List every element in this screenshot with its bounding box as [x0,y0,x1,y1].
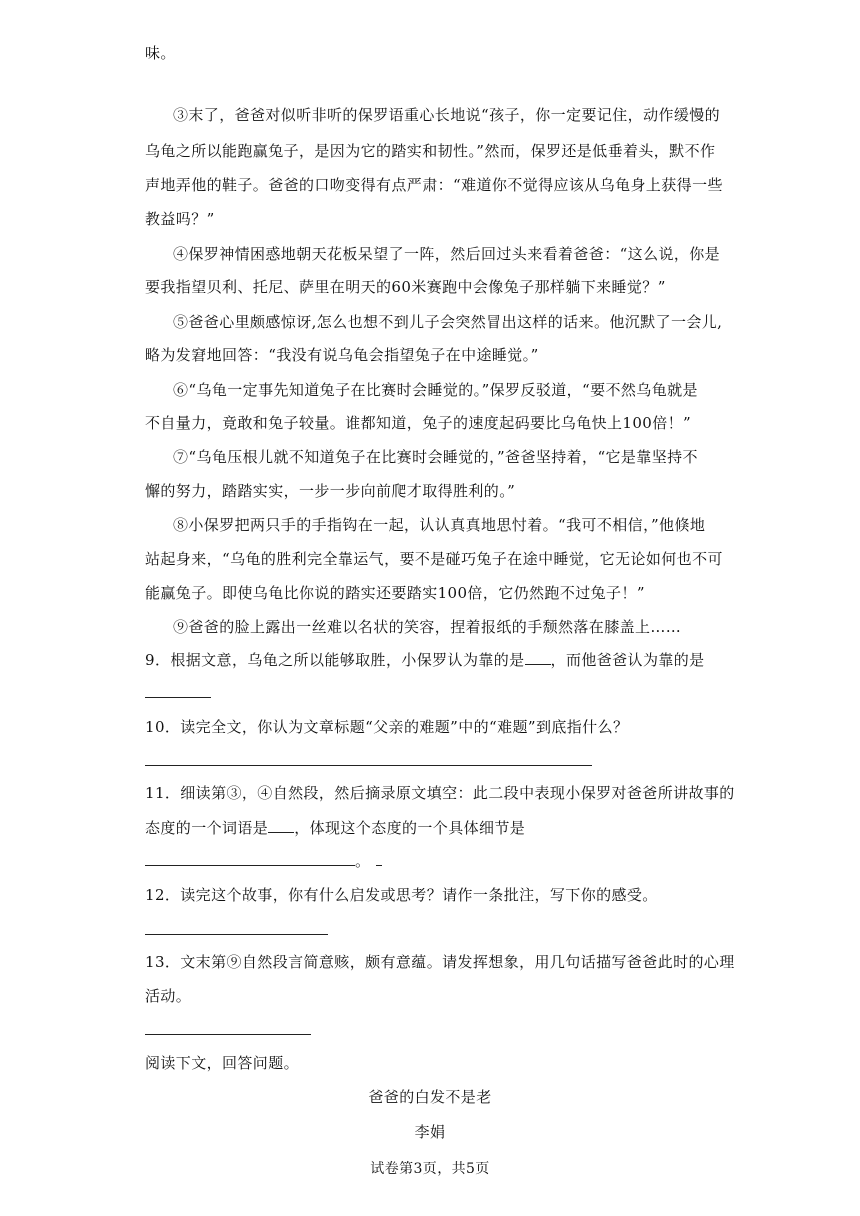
question-9-text-a: 9．根据文意，乌龟之所以能够取胜，小保罗认为靠的是 [145,651,525,669]
question-9 [145,650,725,670]
paragraph-6-line-1: ⑥“乌龟一定事先知道兔子在比赛时会睡觉的。”保罗反驳道，“要不然乌龟就是 [173,381,698,399]
paragraph-4-line-2: 要我指望贝利、托尼、萨里在明天的60米赛跑中会像兔子那样躺下来睡觉？” [145,278,666,296]
paragraph-3-line-4: 教益吗？” [145,210,215,228]
paragraph-9-line-1: ⑨爸爸的脸上露出一丝难以名状的笑容，捏着报纸的手颓然落在膝盖上…… [173,618,682,636]
page-footer: 试卷第3页，共5页 [370,1161,490,1177]
paragraph-3-line-1: ③末了，爸爸对似听非听的保罗语重心长地说“孩子，你一定要记住，动作缓慢的 [173,106,721,124]
paragraph-8-line-1: ⑧小保罗把两只手的手指钩在一起，认认真真地思忖着。“我可不相信，”他倏地 [173,516,706,534]
question-11-blank-1[interactable] [268,818,294,833]
paragraph-8-line-2: 站起身来，“乌龟的胜利完全靠运气，要不是碰巧兔子在途中睡觉，它无论如何也不可 [145,550,723,568]
paragraph-7-line-1: ⑦“乌龟压根儿就不知道兔子在比赛时会睡觉的，”爸爸坚持着，“它是靠坚持不 [173,448,698,466]
article-title: 爸爸的白发不是老 [368,1088,492,1106]
question-11-line-3 [145,851,725,871]
question-11-blank-2[interactable] [145,851,355,866]
question-12-answer-line[interactable] [145,934,328,935]
paragraph-6-line-2: 不自量力，竟敢和兔子较量。谁都知道，兔子的速度起码要比乌龟快上100倍！” [145,414,692,432]
question-11-period: 。 [355,852,371,870]
question-11-line-2 [145,818,725,838]
question-13-line-1: 13．文末第⑨自然段言简意赅，颇有意蕴。请发挥想象，用几句话描写爸爸此时的心理 [145,953,735,971]
article-author: 李娟 [414,1123,446,1141]
paragraph-3-line-3: 声地弄他的鞋子。爸爸的口吻变得有点严肃：“难道你不觉得应该从乌龟身上获得一些 [145,176,723,194]
question-11-line-1: 11．细读第③，④自然段，然后摘录原文填空：此二段中表现小保罗对爸爸所讲故事的 [145,784,735,802]
question-9-answer-line[interactable] [145,697,211,698]
paragraph-5-line-1: ⑤爸爸心里颇感惊讶,怎么也想不到儿子会突然冒出这样的话来。他沉默了一会儿, [173,313,723,331]
paragraph-4-line-1: ④保罗神情困惑地朝天花板呆望了一阵，然后回过头来看着爸爸：“这么说，你是 [173,245,721,263]
question-11-text-b: ，体现这个态度的一个具体细节是 [294,819,526,837]
question-10: 10．读完全文，你认为文章标题“父亲的难题”中的“难题”到底指什么？ [145,718,629,736]
question-9-text-b: ，而他爸爸认为靠的是 [550,651,705,669]
paragraph-7-line-2: 懈的努力，踏踏实实，一步一步向前爬才取得胜利的。” [145,482,516,500]
paragraph-3-line-2: 乌龟之所以能跑赢兔子，是因为它的踏实和韧性。”然而，保罗还是低垂着头，默不作 [145,142,716,160]
question-10-answer-line[interactable] [145,765,592,766]
question-11-blank-3[interactable] [376,851,382,866]
question-11-text-a: 态度的一个词语是 [145,819,269,837]
question-12: 12．读完这个故事，你有什么启发或思考？请作一条批注，写下你的感受。 [145,886,658,904]
paragraph-8-line-3: 能赢兔子。即使乌龟比你说的踏实还要踏实100倍，它仍然跑不过兔子！” [145,584,645,602]
text-line: 味。 [145,44,176,62]
reading-instruction: 阅读下文，回答问题。 [145,1054,300,1072]
paragraph-5-line-2: 略为发窘地回答：“我没有说乌龟会指望兔子在中途睡觉。” [145,346,539,364]
question-13-answer-line[interactable] [145,1034,311,1035]
question-9-blank-1[interactable] [525,650,551,665]
question-13-line-2: 活动。 [145,987,192,1005]
